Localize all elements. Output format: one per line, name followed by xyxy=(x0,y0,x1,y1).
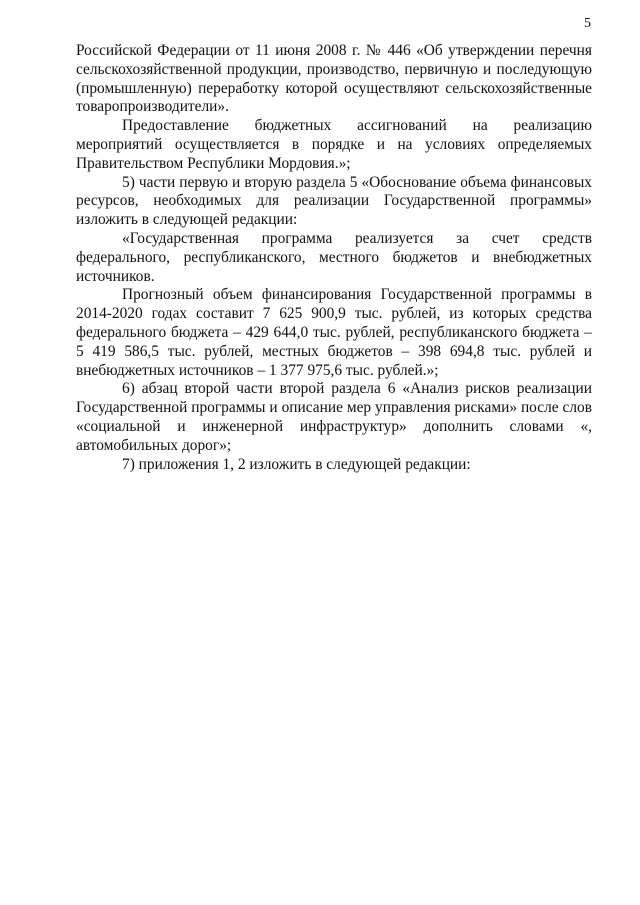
paragraph-item-5: 5) части первую и вторую раздела 5 «Обоснование объема финансовых ресурсов, необходимых для реализации Государственной программы» изложить в следующей редакции: xyxy=(76,173,592,229)
paragraph-item-6: 6) абзац второй части второй раздела 6 «Анализ рисков реализации Государственной программы и описание мер управления рисками» после слов «социальной и инженерной инфраструктур» дополнить словами «, автомобильных дорог»; xyxy=(76,380,592,454)
page-number: 5 xyxy=(584,16,591,31)
paragraph-program-funding-sources: «Государственная программа реализуется за счет средств федерального, республиканского, местного бюджетов и внебюджетных источников. xyxy=(76,229,592,285)
paragraph-budget-allocations: Предоставление бюджетных ассигнований на реализацию мероприятий осуществляется в порядке и на условиях определяемых Правительством Республики Мордовия.»; xyxy=(76,117,592,172)
paragraph-continuation: Российской Федерации от 11 июня 2008 г. № 446 «Об утверждении перечня сельскохозяйственной продукции, производство, первичную и последующую (промышленную) переработку которой осуществляют сельскохозяйственные товаропроизводители». xyxy=(76,42,592,116)
paragraph-item-7: 7) приложения 1, 2 изложить в следующей редакции: xyxy=(122,455,471,473)
document-body xyxy=(76,42,592,474)
paragraph-forecast-volume: Прогнозный объем финансирования Государственной программы в 2014-2020 годах составит 7 625 900,9 тыс. рублей, из которых средства федерального бюджета – 429 644,0 тыс. рублей, республиканского бюджета – 5 419 586,5 тыс. рублей, местных бюджетов – 398 694,8 тыс. рублей и внебюджетных источников – 1 377 975,6 тыс. рублей.»; xyxy=(76,286,592,379)
